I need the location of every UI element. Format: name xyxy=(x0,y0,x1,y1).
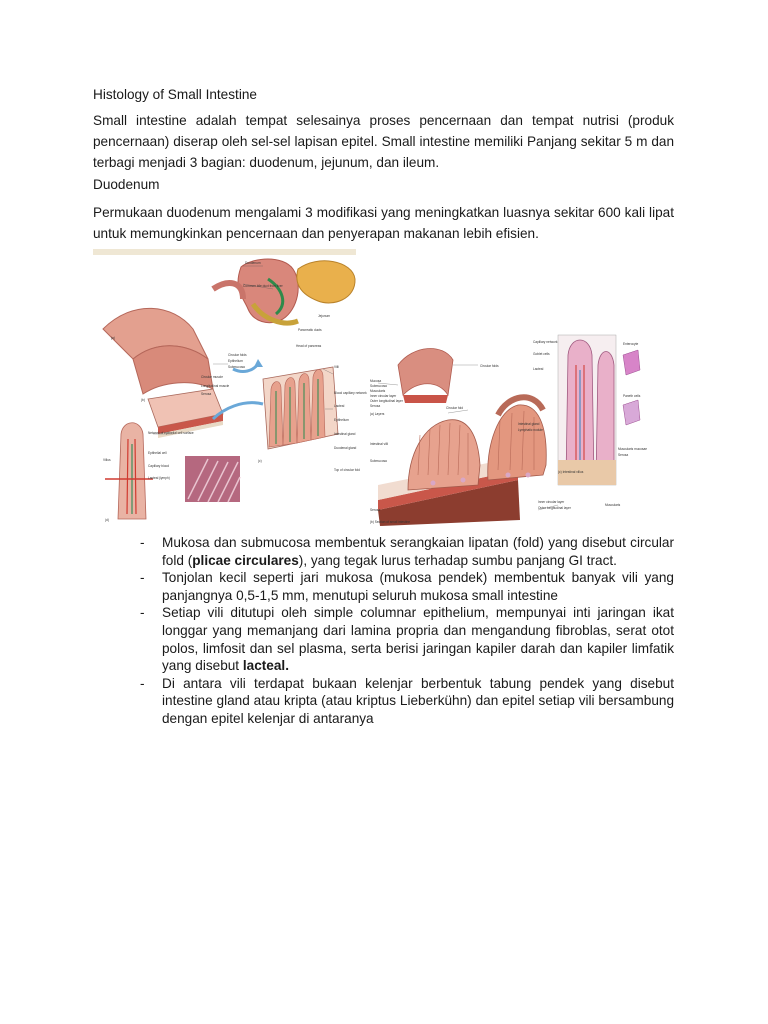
svg-text:Muscularis mucosae: Muscularis mucosae xyxy=(618,447,648,451)
bullet-item xyxy=(140,534,674,569)
svg-text:Muscularis: Muscularis xyxy=(370,389,386,393)
svg-text:Submucosa: Submucosa xyxy=(370,459,387,463)
svg-text:Inner circular layer: Inner circular layer xyxy=(538,500,565,504)
small-intestine-overview-figure xyxy=(93,249,367,526)
svg-text:Longitudinal muscle: Longitudinal muscle xyxy=(201,384,230,388)
svg-text:Common bile duct from liver: Common bile duct from liver xyxy=(243,284,283,288)
bullet-item xyxy=(140,604,674,674)
bullet-marker: - xyxy=(140,570,145,586)
svg-text:Villi: Villi xyxy=(334,365,339,369)
svg-text:Serosa: Serosa xyxy=(201,392,212,396)
bullet-marker: - xyxy=(140,605,145,621)
bullet-text: Setiap vili ditutupi oleh simple columnar epithelium, mempunyai inti jaringan ikat longgar yang memanjang dari lamina propria dan mengandung fibroblas, serat otot polos, limfosit dan sel plasma, serta berisi jaringan kapiler darah dan kapiler limfatik yang disebut xyxy=(162,605,674,674)
svg-text:Lacteal: Lacteal xyxy=(533,367,544,371)
svg-text:(c) Intestinal villus: (c) Intestinal villus xyxy=(558,470,584,474)
svg-text:Serosa: Serosa xyxy=(618,453,629,457)
svg-text:Blood capillary network: Blood capillary network xyxy=(334,391,367,395)
svg-text:Circular muscle: Circular muscle xyxy=(201,375,223,379)
svg-text:Pancreatic ducts: Pancreatic ducts xyxy=(298,328,322,332)
svg-text:Duodenum: Duodenum xyxy=(245,261,261,265)
document-title: Histology of Small Intestine xyxy=(93,87,257,102)
svg-text:Epithelium: Epithelium xyxy=(334,418,349,422)
svg-text:Serosa: Serosa xyxy=(370,508,381,512)
bullet-text: Mukosa dan submucosa membentuk serangkaian lipatan (fold) yang disebut circular fold ( xyxy=(162,535,674,568)
svg-text:Muscularis: Muscularis xyxy=(605,503,621,507)
bullet-marker: - xyxy=(140,535,145,550)
svg-text:(d): (d) xyxy=(105,518,109,522)
svg-text:Duodenal gland: Duodenal gland xyxy=(334,446,357,450)
svg-text:Capillary blood: Capillary blood xyxy=(148,464,170,468)
svg-text:(a) Layers: (a) Layers xyxy=(370,412,385,416)
svg-text:Network of epithelial cell sur: Network of epithelial cell surface xyxy=(148,431,194,435)
svg-text:Serosa: Serosa xyxy=(370,404,381,408)
svg-text:(b) Section of small intestine: (b) Section of small intestine xyxy=(370,520,411,524)
small-intestine-section-figure xyxy=(368,325,675,526)
bullet-item xyxy=(140,569,674,604)
svg-text:(a): (a) xyxy=(111,336,115,340)
bullet-text: Di antara vili terdapat bukaan kelenjar berbentuk tabung pendek yang disebut intestine gland atau kripta (atau kriptus Lieberkühn) dan epitel setiap vili bersambung dengan epitel kelenjar di antaranya xyxy=(162,675,674,726)
bullet-bold-term: lacteal. xyxy=(242,658,289,674)
svg-text:Intestinal gland: Intestinal gland xyxy=(518,422,540,426)
svg-text:Circular folds: Circular folds xyxy=(480,364,499,368)
svg-text:Head of pancreas: Head of pancreas xyxy=(296,344,322,348)
svg-text:Lacteal (lymph): Lacteal (lymph) xyxy=(148,476,170,480)
svg-text:Outer longitudinal layer: Outer longitudinal layer xyxy=(538,506,571,510)
svg-text:Submucosa: Submucosa xyxy=(228,365,245,369)
svg-text:Goblet cells: Goblet cells xyxy=(533,352,550,356)
section-paragraph: Permukaan duodenum mengalami 3 modifikasi yang meningkatkan luasnya sekitar 600 kali lipat untuk memungkinkan pencernaan dan penyerapan makanan lebih efisien. xyxy=(93,205,674,241)
svg-text:Capillary network: Capillary network xyxy=(533,340,558,344)
bullet-list xyxy=(140,534,674,728)
bullet-text: Tonjolan kecil seperti jari mukosa (mukosa pendek) membentuk banyak vili yang panjangnya 0,5-1,5 mm, menutupi seluruh mukosa small intestine xyxy=(162,570,674,603)
svg-text:Lymphatic nodule: Lymphatic nodule xyxy=(518,428,543,432)
svg-text:Intestinal gland: Intestinal gland xyxy=(334,432,356,436)
svg-text:(b): (b) xyxy=(141,398,145,402)
bullet-item xyxy=(140,675,674,728)
svg-text:Top of circular fold: Top of circular fold xyxy=(334,468,360,472)
svg-text:(c): (c) xyxy=(258,459,262,463)
svg-text:Lacteal: Lacteal xyxy=(334,404,345,408)
svg-text:Epithelium: Epithelium xyxy=(228,359,243,363)
intro-paragraph: Small intestine adalah tempat selesainya proses pencernaan dan tempat nutrisi (produk pencernaan) diserap oleh sel-sel lapisan epitel. Small intestine memiliki Panjang sekitar 5 m dan terbagi menjadi 3 bagian: duodenum, jejunum, dan ileum. xyxy=(93,113,674,170)
section-heading: Duodenum xyxy=(93,177,160,192)
svg-text:Inner circular layer: Inner circular layer xyxy=(370,394,397,398)
bullet-text: ), yang tegak lurus terhadap sumbu panjang GI tract. xyxy=(298,552,617,568)
bullet-bold-term: plicae circulares xyxy=(192,552,299,568)
svg-text:Circular fold: Circular fold xyxy=(446,406,464,410)
svg-text:Intestinal villi: Intestinal villi xyxy=(370,442,389,446)
svg-text:Paneth cells: Paneth cells xyxy=(623,394,641,398)
bullet-marker: - xyxy=(140,675,145,691)
svg-text:Jejunum: Jejunum xyxy=(318,314,331,318)
svg-text:Outer longitudinal layer: Outer longitudinal layer xyxy=(370,399,403,403)
svg-text:Epithelial cell: Epithelial cell xyxy=(148,451,167,455)
svg-text:Circular folds: Circular folds xyxy=(228,353,247,357)
svg-text:Mucosa: Mucosa xyxy=(370,379,382,383)
svg-text:Submucosa: Submucosa xyxy=(370,384,387,388)
svg-text:Villus: Villus xyxy=(103,458,111,462)
svg-text:Enterocyte: Enterocyte xyxy=(623,342,639,346)
